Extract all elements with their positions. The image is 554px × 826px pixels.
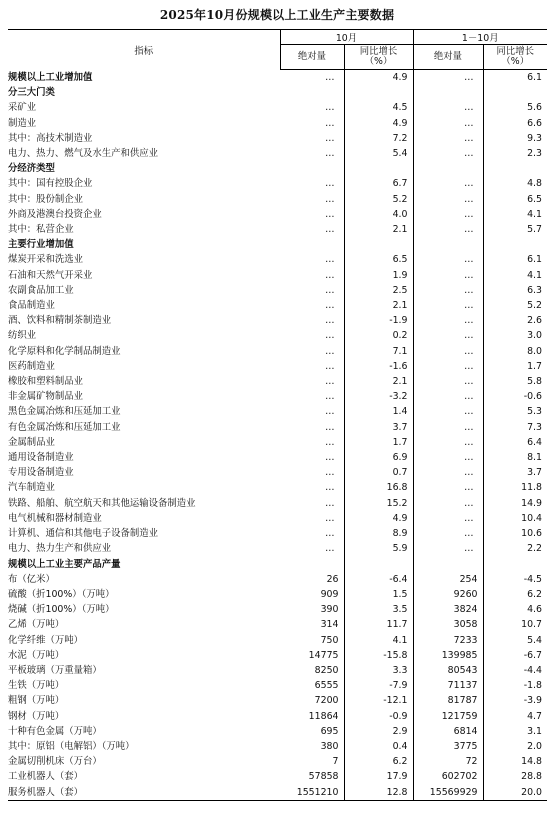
october-growth-cell: -6.4 [344, 572, 413, 587]
indicator-cell: 乙烯（万吨） [8, 619, 65, 631]
table-row [8, 769, 547, 784]
indicator-cell: 其中：国有控股企业 [8, 178, 93, 190]
table-row [8, 754, 547, 769]
table-row [8, 344, 547, 359]
indicator-cell: 煤炭开采和洗选业 [8, 254, 84, 266]
ytd-absolute-cell [413, 237, 483, 252]
indicator-cell: 硫酸（折100%）（万吨） [8, 588, 115, 600]
ytd-growth-cell: -1.8 [483, 678, 547, 693]
ytd-growth-cell: 6.6 [483, 116, 547, 131]
ytd-absolute-cell: 3058 [413, 617, 483, 632]
october-growth-cell: 1.7 [344, 435, 413, 450]
october-absolute-cell: … [325, 528, 334, 540]
october-growth-cell: 17.9 [344, 769, 413, 784]
october-growth-cell: 3.7 [344, 420, 413, 435]
ytd-growth-cell: 4.7 [483, 709, 547, 724]
indicator-cell: 其中：私营企业 [8, 224, 74, 236]
october-absolute-cell: … [325, 482, 334, 494]
ytd-growth-cell: 5.8 [483, 374, 547, 389]
ytd-absolute-cell: 81787 [413, 693, 483, 708]
ytd-growth-cell: -6.7 [483, 648, 547, 663]
ytd-growth-cell: 14.9 [483, 496, 547, 511]
ytd-growth-cell: 9.3 [483, 131, 547, 146]
ytd-absolute-cell: … [413, 389, 483, 404]
ytd-growth-cell: 10.7 [483, 617, 547, 632]
october-absolute-cell: … [325, 102, 334, 114]
ytd-growth-cell [483, 161, 547, 176]
ytd-absolute-cell: 7233 [413, 633, 483, 648]
ytd-absolute-cell: 71137 [413, 678, 483, 693]
october-absolute-cell: … [325, 117, 334, 129]
table-row [8, 435, 547, 450]
october-absolute-cell: … [325, 315, 334, 327]
october-growth-cell: 11.7 [344, 617, 413, 632]
ytd-absolute-cell: … [413, 359, 483, 374]
table-row [8, 192, 547, 207]
table-row [8, 465, 547, 480]
indicator-cell: 金属切削机床（万台） [8, 756, 102, 768]
ytd-absolute-cell: 3824 [413, 602, 483, 617]
indicator-cell: 十种有色金属（万吨） [8, 725, 102, 737]
indicator-cell: 电力、热力、燃气及水生产和供应业 [8, 148, 159, 160]
indicator-cell: 医药制造业 [8, 360, 55, 372]
october-absolute-cell: 1551210 [280, 785, 344, 801]
ytd-absolute-cell: … [413, 344, 483, 359]
october-absolute-cell: 26 [326, 573, 339, 585]
table-row [8, 146, 547, 161]
ytd-growth-cell: 3.0 [483, 328, 547, 343]
october-absolute-cell: 314 [320, 619, 339, 631]
ytd-absolute-cell: … [413, 131, 483, 146]
october-growth-cell: 3.5 [344, 602, 413, 617]
ytd-growth-cell: 6.3 [483, 283, 547, 298]
october-absolute-cell: 7 [332, 756, 339, 768]
october-absolute-cell: … [325, 330, 334, 342]
october-growth-cell: 6.2 [344, 754, 413, 769]
october-growth-cell: 16.8 [344, 480, 413, 495]
october-growth-cell: 6.5 [344, 252, 413, 267]
october-growth-cell [344, 85, 413, 100]
ytd-growth-cell: 3.7 [483, 465, 547, 480]
indicator-cell: 主要行业增加值 [8, 239, 74, 251]
ytd-absolute-cell: … [413, 298, 483, 313]
october-absolute-cell: … [325, 300, 334, 312]
october-absolute-cell: … [325, 452, 334, 464]
october-absolute-cell: … [325, 132, 334, 144]
indicator-cell: 金属制品业 [8, 436, 55, 448]
ytd-absolute-cell: 80543 [413, 663, 483, 678]
ytd-growth-cell [483, 85, 547, 100]
october-growth-cell: 5.2 [344, 192, 413, 207]
ytd-growth-cell: 8.1 [483, 450, 547, 465]
table-row [8, 526, 547, 541]
october-growth-cell: 1.9 [344, 268, 413, 283]
october-absolute-cell: … [325, 254, 334, 266]
ytd-growth-cell: 5.4 [483, 633, 547, 648]
october-absolute-cell: … [325, 345, 334, 357]
october-growth-cell: 1.4 [344, 404, 413, 419]
ytd-absolute-cell: … [413, 252, 483, 267]
indicator-cell: 电力、热力生产和供应业 [8, 543, 112, 555]
ytd-growth-cell: -4.5 [483, 572, 547, 587]
ytd-growth-cell: 5.7 [483, 222, 547, 237]
indicator-cell: 通用设备制造业 [8, 452, 74, 464]
indicator-cell: 规模以上工业增加值 [8, 71, 93, 83]
ytd-growth-cell: 7.3 [483, 420, 547, 435]
october-absolute-cell: … [325, 391, 334, 403]
october-group-header: 10月 [280, 30, 413, 45]
october-absolute-cell: … [325, 497, 334, 509]
indicator-cell: 食品制造业 [8, 300, 55, 312]
table-body [8, 70, 547, 801]
indicator-cell: 其中：高技术制造业 [8, 132, 93, 144]
indicator-cell: 石油和天然气开采业 [8, 269, 93, 281]
ytd-growth-cell: 5.2 [483, 298, 547, 313]
october-growth-cell [344, 557, 413, 572]
table-row [8, 617, 547, 632]
ytd-absolute-cell: 6814 [413, 724, 483, 739]
indicator-cell: 酒、饮料和精制茶制造业 [8, 315, 112, 327]
october-growth-cell: 1.5 [344, 587, 413, 602]
table-row [8, 663, 547, 678]
october-growth-cell: 2.5 [344, 283, 413, 298]
indicator-cell: 平板玻璃（万重量箱） [8, 664, 102, 676]
october-growth-cell: 4.5 [344, 100, 413, 115]
indicator-cell: 服务机器人（套） [8, 785, 280, 801]
table-row [8, 602, 547, 617]
october-absolute-cell: … [325, 436, 334, 448]
october-growth-cell: 15.2 [344, 496, 413, 511]
ytd-absolute-cell: … [413, 435, 483, 450]
indicator-cell: 专用设备制造业 [8, 467, 74, 479]
indicator-cell: 其中：原铝（电解铝）（万吨） [8, 740, 135, 752]
ytd-absolute-cell: … [413, 480, 483, 495]
ytd-growth-cell: 6.1 [483, 252, 547, 267]
october-absolute-cell: 750 [320, 634, 339, 646]
ytd-growth-cell: 5.3 [483, 404, 547, 419]
table-row [8, 298, 547, 313]
ytd-absolute-cell: … [413, 100, 483, 115]
ytd-absolute-cell: … [413, 465, 483, 480]
table-row [8, 404, 547, 419]
october-growth-cell: 6.7 [344, 176, 413, 191]
ytd-growth-cell: 10.6 [483, 526, 547, 541]
october-growth-cell: 4.0 [344, 207, 413, 222]
october-absolute-cell: 6555 [314, 680, 339, 692]
table-row [8, 648, 547, 663]
ytd-absolute-cell: … [413, 526, 483, 541]
october-growth-cell: 2.1 [344, 374, 413, 389]
october-absolute-cell: … [325, 543, 334, 555]
indicator-cell: 分经济类型 [8, 163, 55, 175]
indicator-cell: 水泥（万吨） [8, 649, 65, 661]
ytd-absolute-cell: … [413, 404, 483, 419]
indicator-cell: 非金属矿物制品业 [8, 391, 84, 403]
october-absolute-cell: 390 [320, 604, 339, 616]
october-absolute-cell: 695 [320, 725, 339, 737]
ytd-absolute-cell: … [413, 176, 483, 191]
october-absolute-cell: … [325, 284, 334, 296]
october-growth-cell [344, 161, 413, 176]
indicator-cell: 粗钢（万吨） [8, 695, 65, 707]
table-row [8, 724, 547, 739]
indicator-header: 指标 [8, 30, 280, 70]
table-row [8, 511, 547, 526]
october-absolute-cell: … [325, 360, 334, 372]
table-row [8, 328, 547, 343]
indicator-cell: 制造业 [8, 117, 37, 129]
october-growth-cell: 5.4 [344, 146, 413, 161]
october-growth-cell: 4.9 [344, 116, 413, 131]
table-row [8, 541, 547, 556]
october-absolute-cell: … [325, 208, 334, 220]
indicator-cell: 电气机械和器材制造业 [8, 512, 102, 524]
ytd-absolute-cell: … [413, 222, 483, 237]
october-absolute-cell: 380 [320, 740, 339, 752]
table-row [8, 161, 547, 176]
ytd-absolute-cell: … [413, 313, 483, 328]
october-growth-cell: -1.6 [344, 359, 413, 374]
ytd-growth-cell: 2.6 [483, 313, 547, 328]
october-absolute-cell: 14775 [308, 649, 339, 661]
indicator-cell: 布（亿米） [8, 573, 55, 585]
indicator-cell: 有色金属冶炼和压延加工业 [8, 421, 121, 433]
table-row [8, 176, 547, 191]
october-growth-cell: -12.1 [344, 693, 413, 708]
ytd-growth-cell: 11.8 [483, 480, 547, 495]
october-growth-cell: -15.8 [344, 648, 413, 663]
indicator-cell: 其中：股份制企业 [8, 193, 84, 205]
october-growth-cell: 2.1 [344, 298, 413, 313]
october-growth-cell: -1.9 [344, 313, 413, 328]
october-absolute-cell: … [325, 376, 334, 388]
indicator-cell: 纺织业 [8, 330, 37, 342]
october-growth-cell [344, 237, 413, 252]
table-row [8, 572, 547, 587]
ytd-absolute-header: 绝对量 [413, 45, 483, 70]
ytd-growth-cell: 4.6 [483, 602, 547, 617]
table-row [8, 222, 547, 237]
october-absolute-cell: 57858 [308, 771, 339, 783]
table-row [8, 678, 547, 693]
october-absolute-cell [280, 557, 344, 572]
indicator-cell: 橡胶和塑料制品业 [8, 376, 84, 388]
ytd-growth-cell: 28.8 [483, 769, 547, 784]
ytd-absolute-cell: … [413, 541, 483, 556]
ytd-growth-cell: 6.2 [483, 587, 547, 602]
ytd-growth-cell: -4.4 [483, 663, 547, 678]
table-row [8, 116, 547, 131]
october-growth-cell: 4.1 [344, 633, 413, 648]
ytd-absolute-cell: … [413, 192, 483, 207]
october-growth-cell: 0.7 [344, 465, 413, 480]
october-growth-cell: 8.9 [344, 526, 413, 541]
ytd-absolute-cell: … [413, 496, 483, 511]
ytd-absolute-cell: 3775 [413, 739, 483, 754]
table-row [8, 420, 547, 435]
october-absolute-cell [280, 237, 344, 252]
ytd-growth-cell: 20.0 [483, 785, 547, 801]
indicator-cell: 农副食品加工业 [8, 284, 74, 296]
ytd-absolute-cell: … [413, 207, 483, 222]
indicator-cell: 采矿业 [8, 102, 37, 114]
indicator-cell: 外商及港澳台投资企业 [8, 208, 102, 220]
table-row [8, 359, 547, 374]
ytd-absolute-cell: … [413, 450, 483, 465]
table-row [8, 709, 547, 724]
ytd-growth-cell: 6.4 [483, 435, 547, 450]
october-growth-cell: 4.9 [344, 511, 413, 526]
ytd-growth-cell: 10.4 [483, 511, 547, 526]
indicator-cell: 汽车制造业 [8, 482, 55, 494]
table-row [8, 633, 547, 648]
ytd-absolute-cell: … [413, 328, 483, 343]
ytd-absolute-cell: … [413, 420, 483, 435]
table-row [8, 450, 547, 465]
indicator-cell: 化学纤维（万吨） [8, 634, 84, 646]
indicator-cell: 规模以上工业主要产品产量 [8, 558, 121, 570]
ytd-growth-cell: -0.6 [483, 389, 547, 404]
ytd-growth-cell: 4.1 [483, 268, 547, 283]
ytd-growth-cell: 14.8 [483, 754, 547, 769]
october-absolute-cell: … [325, 148, 334, 160]
ytd-growth-cell: 2.3 [483, 146, 547, 161]
october-absolute-cell: … [325, 467, 334, 479]
ytd-absolute-cell: 254 [413, 572, 483, 587]
indicator-cell: 烧碱（折100%）（万吨） [8, 604, 115, 616]
table-row [8, 131, 547, 146]
ytd-growth-cell: -3.9 [483, 693, 547, 708]
ytd-growth-cell: 2.2 [483, 541, 547, 556]
ytd-absolute-cell: … [413, 268, 483, 283]
table-row [8, 374, 547, 389]
october-absolute-cell: … [325, 224, 334, 236]
table-row [8, 268, 547, 283]
ytd-absolute-cell: 121759 [413, 709, 483, 724]
table-row [8, 70, 547, 86]
indicator-cell: 化学原料和化学制品制造业 [8, 345, 121, 357]
october-growth-cell: 2.9 [344, 724, 413, 739]
october-absolute-cell: 7200 [314, 695, 339, 707]
october-growth-cell: 3.3 [344, 663, 413, 678]
october-absolute-cell [280, 85, 344, 100]
october-absolute-cell: … [325, 269, 334, 281]
october-growth-cell: 0.4 [344, 739, 413, 754]
october-absolute-cell: 11864 [308, 710, 339, 722]
ytd-growth-header: 同比增长 （%） [483, 45, 547, 70]
indicator-cell: 生铁（万吨） [8, 680, 65, 692]
table-row [8, 389, 547, 404]
ytd-absolute-cell: 15569929 [413, 785, 483, 801]
table-row [8, 739, 547, 754]
ytd-absolute-cell: … [413, 374, 483, 389]
ytd-absolute-cell: 602702 [413, 769, 483, 784]
indicator-cell: 分三大门类 [8, 87, 55, 99]
indicator-cell: 铁路、船舶、航空航天和其他运输设备制造业 [8, 497, 196, 509]
table-row [8, 313, 547, 328]
table-row [8, 85, 547, 100]
ytd-absolute-cell [413, 85, 483, 100]
ytd-absolute-cell: 72 [413, 754, 483, 769]
ytd-absolute-cell: … [413, 146, 483, 161]
october-absolute-cell: … [325, 193, 334, 205]
ytd-growth-cell: 1.7 [483, 359, 547, 374]
ytd-growth-cell: 4.1 [483, 207, 547, 222]
ytd-absolute-cell: … [413, 70, 483, 86]
indicator-cell: 工业机器人（套） [8, 771, 84, 783]
october-growth-cell: 7.1 [344, 344, 413, 359]
ytd-absolute-cell: … [413, 116, 483, 131]
ytd-growth-cell: 8.0 [483, 344, 547, 359]
indicator-cell: 计算机、通信和其他电子设备制造业 [8, 528, 159, 540]
ytd-growth-cell: 5.6 [483, 100, 547, 115]
ytd-group-header: 1－10月 [413, 30, 547, 45]
october-growth-cell: -7.9 [344, 678, 413, 693]
ytd-absolute-cell [413, 161, 483, 176]
ytd-absolute-cell: 139985 [413, 648, 483, 663]
october-growth-cell: 2.1 [344, 222, 413, 237]
ytd-absolute-cell: … [413, 511, 483, 526]
table-row [8, 557, 547, 572]
october-growth-cell: 4.9 [344, 70, 413, 86]
october-absolute-cell: … [325, 421, 334, 433]
table-row [8, 480, 547, 495]
october-absolute-cell: … [325, 512, 334, 524]
table-row [8, 496, 547, 511]
october-growth-cell: 0.2 [344, 328, 413, 343]
ytd-absolute-cell: … [413, 283, 483, 298]
table-row [8, 100, 547, 115]
october-absolute-cell: 8250 [314, 664, 339, 676]
table-header [8, 30, 547, 70]
indicator-cell: 钢材（万吨） [8, 710, 65, 722]
ytd-growth-cell: 3.1 [483, 724, 547, 739]
table-row [8, 283, 547, 298]
october-growth-header: 同比增长 （%） [344, 45, 413, 70]
table-row [8, 237, 547, 252]
ytd-growth-cell: 2.0 [483, 739, 547, 754]
october-growth-cell: 12.8 [344, 785, 413, 801]
table-row [8, 785, 547, 801]
october-growth-cell: 6.9 [344, 450, 413, 465]
october-absolute-cell: … [325, 406, 334, 418]
october-growth-cell: -0.9 [344, 709, 413, 724]
ytd-growth-cell [483, 237, 547, 252]
ytd-growth-cell: 6.1 [483, 70, 547, 86]
ytd-growth-cell: 4.8 [483, 176, 547, 191]
table-row [8, 252, 547, 267]
october-growth-cell: 7.2 [344, 131, 413, 146]
table-row [8, 207, 547, 222]
indicator-cell: 黑色金属冶炼和压延加工业 [8, 406, 121, 418]
october-absolute-cell [280, 161, 344, 176]
ytd-absolute-cell [413, 557, 483, 572]
table-row [8, 693, 547, 708]
october-absolute-cell: 909 [320, 588, 339, 600]
table-row [8, 587, 547, 602]
statistics-table [8, 29, 547, 801]
october-growth-cell: -3.2 [344, 389, 413, 404]
ytd-growth-cell: 6.5 [483, 192, 547, 207]
page-title: 2025年10月份规模以上工业生产主要数据 [159, 8, 395, 22]
october-absolute-cell: … [325, 178, 334, 190]
october-absolute-cell: … [325, 72, 334, 83]
october-growth-cell: 5.9 [344, 541, 413, 556]
ytd-growth-cell [483, 557, 547, 572]
ytd-absolute-cell: 9260 [413, 587, 483, 602]
october-absolute-header: 绝对量 [280, 45, 344, 70]
